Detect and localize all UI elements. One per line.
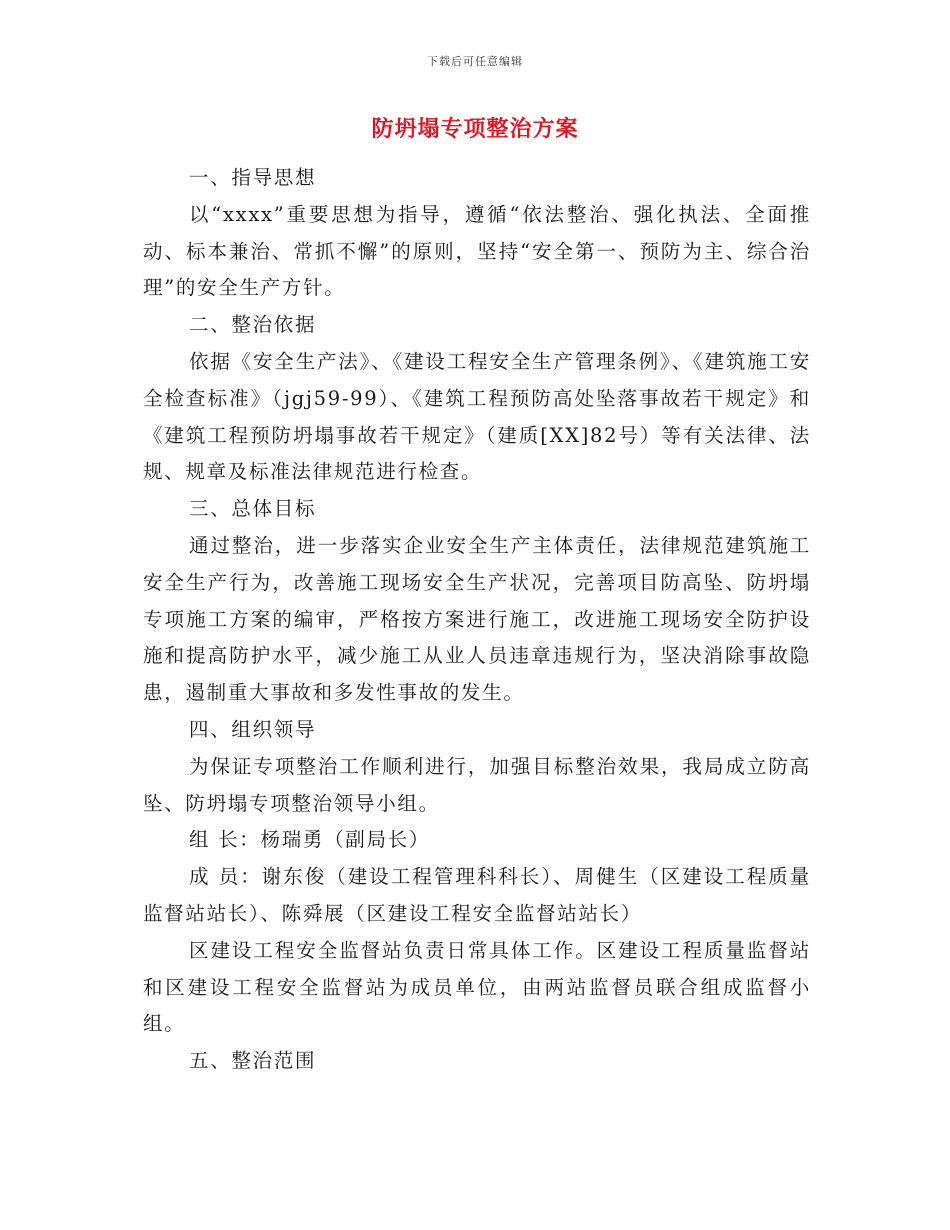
paragraph-organization: 为保证专项整治工作顺利进行，加强目标整治效果，我局成立防高坠、防坍塌专项整治领导小组。 [143,754,811,815]
section-heading-guiding-ideology: 一、指导思想 [189,166,317,189]
paragraph-group-members: 成 员：谢东俊（建设工程管理科科长）、周健生（区建设工程质量监督站站长）、陈舜展（区建设工程安全监督站站长） [143,865,811,925]
section-heading-scope: 五、整治范围 [189,1049,317,1073]
document-body [143,160,811,1080]
document-title: 防坍塌专项整治方案 [371,116,579,142]
paragraph-basis: 依据《安全生产法》、《建设工程安全生产管理条例》、《建筑施工安全检查标准》（jgj59-99）、《建筑工程预防高处坠落事故若干规定》和《建筑工程预防坍塌事故若干规定》（建质[XX]82号）等有关法律、法规、规章及标准法律规范进行检查。 [143,349,811,484]
paragraph-guiding-ideology: 以“xxxx”重要思想为指导，遵循“依法整治、强化执法、全面推动、标本兼治、常抓不懈”的原则，坚持“安全第一、预防为主、综合治理”的安全生产方针。 [143,202,811,300]
section-heading-basis: 二、整治依据 [189,313,317,337]
paragraph-daily-work: 区建设工程安全监督站负责日常具体工作。区建设工程质量监督站和区建设工程安全监督站为成员单位，由两站监督员联合组成监督小组。 [143,938,811,1036]
header-note: 下载后可任意编辑 [427,55,523,68]
section-heading-organization: 四、组织领导 [189,717,317,741]
paragraph-group-leader: 组 长：杨瑞勇（副局长） [189,828,431,852]
section-heading-overall-goal: 三、总体目标 [189,497,317,521]
paragraph-overall-goal: 通过整治，进一步落实企业安全生产主体责任，法律规范建筑施工安全生产行为，改善施工现场安全生产状况，完善项目防高坠、防坍塌专项施工方案的编审，严格按方案进行施工，改进施工现场安全防护设施和提高防护水平，减少施工从业人员违章违规行为，坚决消除事故隐患，遏制重大事故和多发性事故的发生。 [143,533,811,705]
